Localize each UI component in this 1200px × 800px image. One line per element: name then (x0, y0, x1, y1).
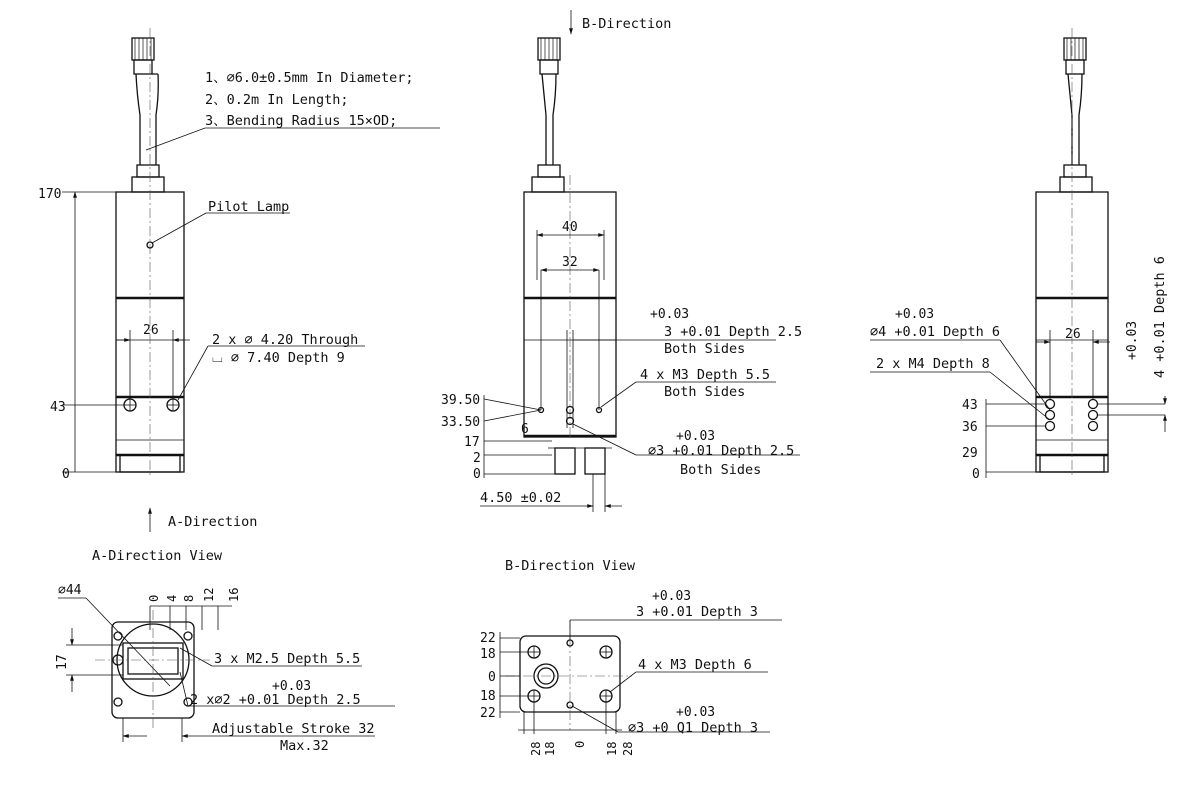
a-direction-label: A-Direction (168, 514, 258, 530)
h0: 0 (573, 740, 587, 748)
dim-0: 0 (473, 467, 481, 482)
a-view-title: A-Direction View (92, 548, 223, 564)
v18-top: 18 (480, 647, 496, 662)
v0: 0 (488, 670, 496, 685)
dim-26: 26 (1065, 327, 1081, 342)
dim-36: 36 (962, 420, 978, 435)
dim-6: 6 (521, 422, 529, 437)
b-direction-view (480, 558, 782, 756)
front-view (38, 28, 440, 532)
h28-right: 28 (621, 741, 635, 756)
pin1-line: 3 +0.01 Depth 2.5 (664, 324, 803, 340)
pilot-lamp-label: Pilot Lamp (208, 199, 290, 215)
v18-bot: 18 (480, 689, 496, 704)
b-direction-label: B-Direction (582, 16, 672, 32)
h18-left: 18 (543, 741, 557, 756)
v22-bot: 22 (480, 706, 496, 721)
v22-top: 22 (480, 631, 496, 646)
dim-17: 17 (464, 435, 480, 450)
b-view-title: B-Direction View (505, 558, 636, 574)
connector-head-icon (132, 38, 164, 192)
cable-note-1: 1、∅6.0±0.5mm In Diameter; (205, 70, 414, 86)
h28-left: 28 (529, 741, 543, 756)
scale-16: 16 (227, 587, 241, 602)
pin2-tol: +0.03 (676, 429, 716, 444)
pin1-tol: +0.03 (652, 589, 692, 604)
h18-right: 18 (605, 741, 619, 756)
stroke-label: Adjustable Stroke 32 (212, 721, 375, 737)
vert-tol: +0.03 (1125, 320, 1140, 360)
pin2-line: ∅3 +0 Q1 Depth 3 (628, 720, 759, 736)
pin-line: 2 x∅2 +0.01 Depth 2.5 (190, 692, 361, 708)
thread-callout: 4 x M3 Depth 6 (638, 657, 752, 673)
dim-43: 43 (50, 400, 66, 415)
connector-head-icon (532, 38, 564, 192)
scale-4: 4 (165, 594, 179, 602)
scale-8: 8 (182, 594, 196, 602)
scale-12: 12 (202, 587, 216, 602)
thread-callout: 2 x M4 Depth 8 (876, 356, 990, 372)
dim-17: 17 (55, 654, 70, 670)
pin-line: ∅4 +0.01 Depth 6 (870, 324, 1001, 340)
pin1-tol: +0.03 (650, 307, 690, 322)
pin2-tol: +0.03 (676, 705, 716, 720)
dim-170: 170 (38, 187, 62, 202)
scale-0: 0 (147, 594, 161, 602)
connector-head-icon (1060, 38, 1092, 192)
pin2-line: ∅3 +0.01 Depth 2.5 (648, 443, 795, 459)
dim-32: 32 (562, 255, 578, 270)
pin1-line: 3 +0.01 Depth 3 (636, 604, 758, 620)
dim-0: 0 (972, 467, 980, 482)
hole-callout-2: ⌴ ∅ 7.40 Depth 9 (212, 350, 345, 366)
right-view (870, 28, 1168, 482)
both-sides-3: Both Sides (680, 462, 762, 478)
dim-0: 0 (62, 467, 70, 482)
dim-39-50: 39.50 (441, 393, 481, 408)
pin-tol: +0.03 (272, 679, 312, 694)
cable-note-3: 3、Bending Radius 15×OD; (205, 113, 398, 129)
dim-29: 29 (962, 446, 978, 461)
pin-tol: +0.03 (895, 307, 935, 322)
thread-callout: 3 x M2.5 Depth 5.5 (214, 651, 361, 667)
dim-2: 2 (473, 451, 481, 466)
dim-40: 40 (562, 220, 578, 235)
a-direction-view (55, 548, 395, 754)
dim-43: 43 (962, 398, 978, 413)
side-view (441, 10, 802, 512)
max-label: Max.32 (280, 738, 329, 754)
dim-33-50: 33.50 (441, 415, 481, 430)
vert-pin-line: 4 +0.01 Depth 6 (1152, 256, 1168, 378)
both-sides-2: Both Sides (664, 384, 746, 400)
both-sides-1: Both Sides (664, 341, 746, 357)
thread-callout: 4 x M3 Depth 5.5 (640, 367, 771, 383)
dia-44: ∅44 (58, 583, 82, 598)
dim-offset: 4.50 ±0.02 (480, 490, 562, 506)
hole-callout-1: 2 x ∅ 4.20 Through (212, 332, 359, 348)
cable-note-2: 2、0.2m In Length; (205, 92, 349, 108)
dim-26: 26 (143, 323, 159, 338)
